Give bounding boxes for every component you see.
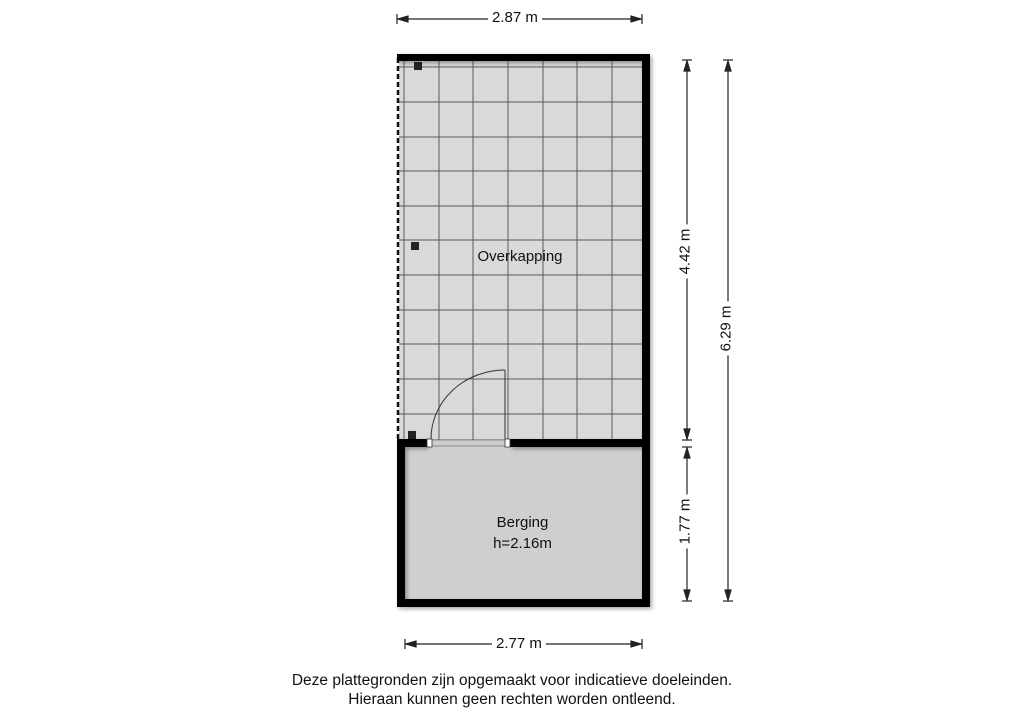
- room-label-overkapping: [460, 246, 580, 267]
- disclaimer-line-1: Deze plattegronden zijn opgemaakt voor indicatieve doeleinden.: [291, 672, 733, 689]
- disclaimer: [0, 671, 1024, 709]
- dimension-top-width: 2.87 m: [488, 9, 542, 26]
- dimension-total-depth: 6.29 m: [717, 302, 734, 356]
- dimension-berging-depth: 1.77 m: [676, 495, 693, 549]
- room-height: h=2.16m: [493, 535, 552, 552]
- room-label-berging: [460, 512, 585, 554]
- post-icon: [414, 62, 422, 70]
- dimension-overkapping-depth: 4.42 m: [676, 225, 693, 279]
- post-icon: [408, 431, 416, 440]
- room-name: Overkapping: [477, 248, 563, 265]
- room-name: Berging: [496, 514, 549, 531]
- post-icon: [411, 242, 419, 250]
- disclaimer-line-2: Hieraan kunnen geen rechten worden ontleend.: [348, 691, 676, 708]
- dimension-bottom-width: 2.77 m: [492, 635, 546, 652]
